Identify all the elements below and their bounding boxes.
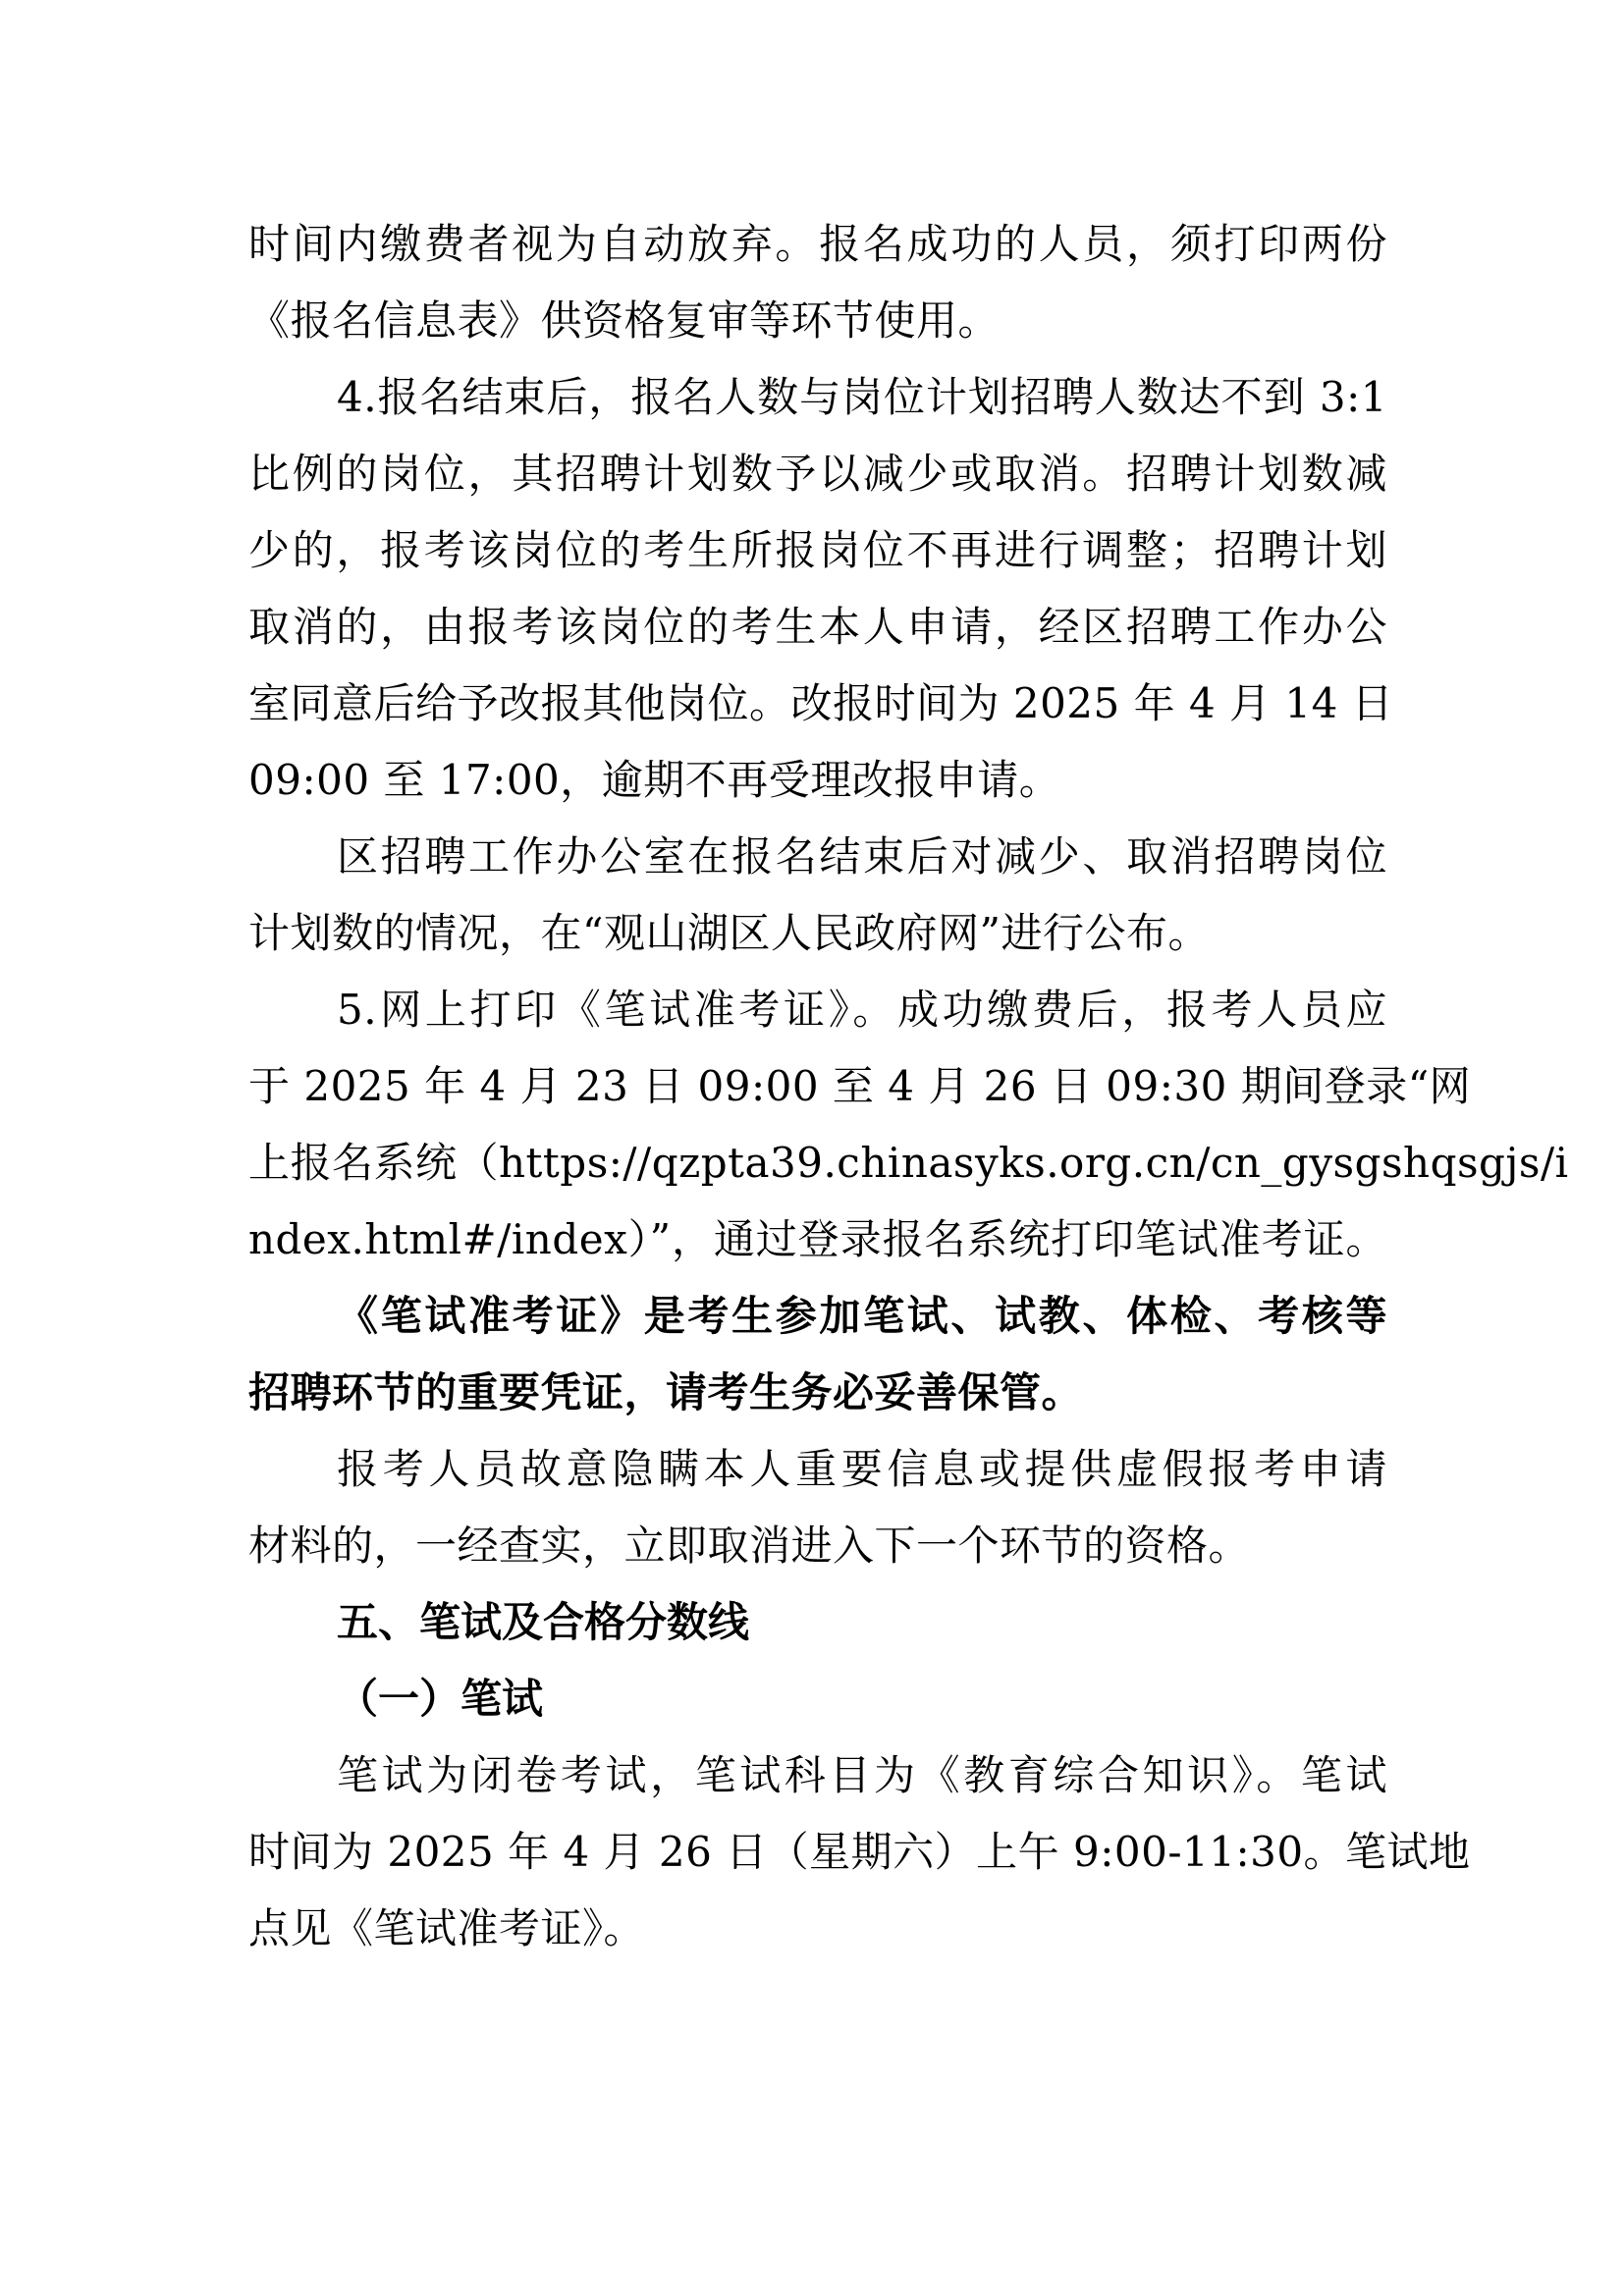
- paragraph-line: 4.报名结束后，报名人数与岗位计划招聘人数达不到 3:1: [337, 373, 1387, 421]
- paragraph-line: 材料的，一经查实，立即取消进入下一个环节的资格。: [248, 1522, 1251, 1570]
- paragraph-line: 09:00 至 17:00，逾期不再受理改报申请。: [248, 756, 1061, 804]
- paragraph-line: 《报名信息表》供资格复审等环节使用。: [248, 296, 1001, 345]
- paragraph-line: 上报名系统（https://qzpta39.chinasyks.org.cn/cn_gysgshqsgjs/i: [248, 1139, 1569, 1187]
- paragraph-line: 笔试为闭卷考试，笔试科目为《教育综合知识》。笔试: [337, 1751, 1387, 1799]
- paragraph-line: 比例的岗位，其招聘计划数予以减少或取消。招聘计划数减: [248, 450, 1387, 498]
- bold-notice-line: 招聘环节的重要凭证，请考生务必妥善保管。: [248, 1368, 1084, 1416]
- paragraph-line: 点见《笔试准考证》。: [248, 1904, 646, 1952]
- paragraph-line: 时间内缴费者视为自动放弃。报名成功的人员，须打印两份: [248, 220, 1387, 268]
- paragraph-line: 5.网上打印《笔试准考证》。成功缴费后，报考人员应: [337, 986, 1387, 1034]
- paragraph-line: 于 2025 年 4 月 23 日 09:00 至 4 月 26 日 09:30 期间登录“网: [248, 1062, 1472, 1110]
- paragraph-line: ndex.html#/index）”，通过登录报名系统打印笔试准考证。: [248, 1215, 1387, 1263]
- paragraph-line: 室同意后给予改报其他岗位。改报时间为 2025 年 4 月 14 日: [248, 679, 1394, 727]
- paragraph-line: 区招聘工作办公室在报名结束后对减少、取消招聘岗位: [337, 832, 1387, 881]
- paragraph-line: 计划数的情况，在“观山湖区人民政府网”进行公布。: [248, 909, 1210, 957]
- bold-notice-line: 《笔试准考证》是考生参加笔试、试教、体检、考核等: [337, 1292, 1387, 1340]
- paragraph-line: 少的，报考该岗位的考生所报岗位不再进行调整；招聘计划: [248, 526, 1387, 574]
- paragraph-line: 时间为 2025 年 4 月 26 日（星期六）上午 9:00-11:30。笔试地: [248, 1828, 1471, 1876]
- paragraph-line: 报考人员故意隐瞒本人重要信息或提供虚假报考申请: [337, 1445, 1387, 1493]
- paragraph-line: 取消的，由报考该岗位的考生本人申请，经区招聘工作办公: [248, 603, 1387, 651]
- subsection-heading: （一）笔试: [337, 1675, 544, 1723]
- section-heading: 五、笔试及合格分数线: [337, 1598, 750, 1646]
